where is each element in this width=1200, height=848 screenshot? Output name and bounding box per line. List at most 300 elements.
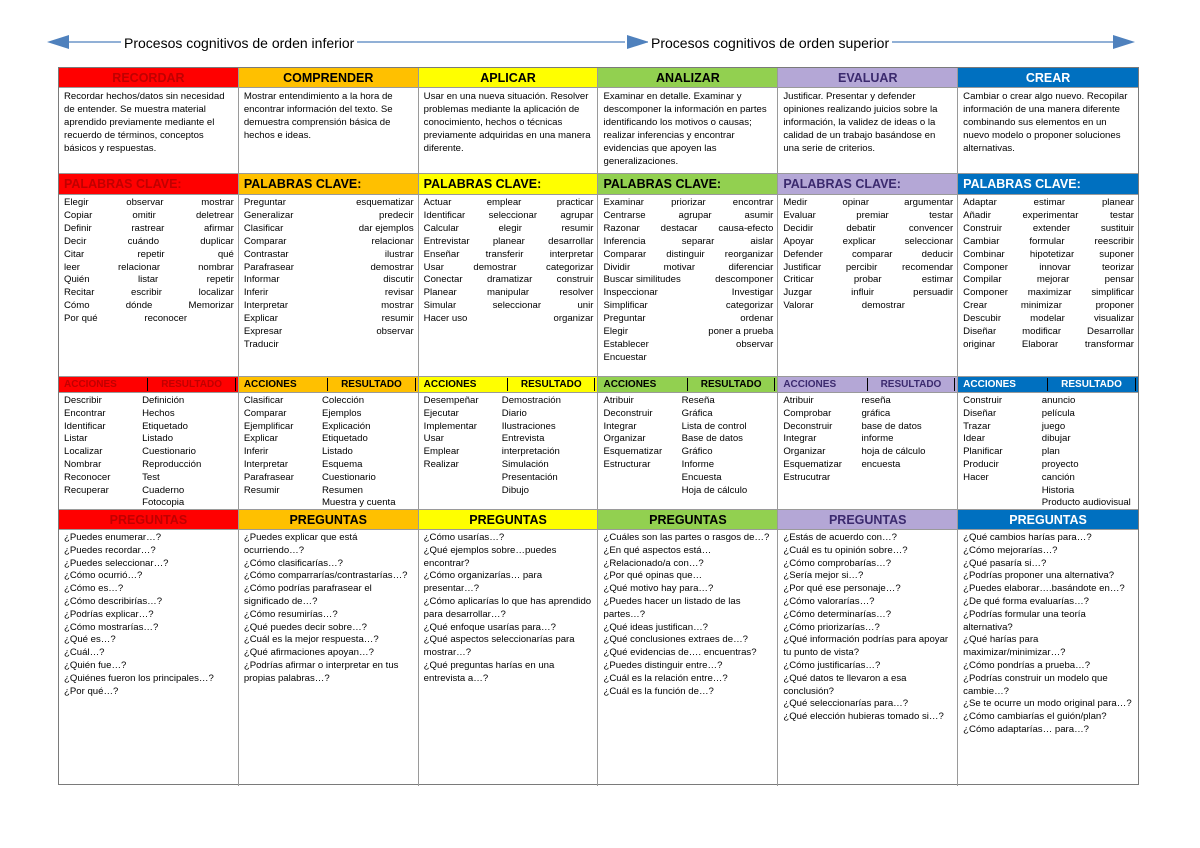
pregunta: ¿Podrías formular una teoría alternativa? (963, 608, 1086, 633)
keyword: Contrastar (243, 248, 289, 260)
pregunta: ¿Qué motivo hay para…? (603, 583, 714, 595)
keyword: comparar (851, 248, 893, 260)
accion-resultado-row (783, 459, 953, 472)
keyword: planear (1101, 197, 1134, 208)
keyword-row (963, 197, 1134, 210)
keyword: explicar (842, 235, 876, 247)
pregunta: ¿Qué aspectos seleccionarías para mostrar…? (423, 634, 575, 659)
accion: Parafrasear (243, 471, 294, 483)
pregunta: ¿De qué forma evaluarías…? (963, 595, 1089, 607)
accion: Estructurar (603, 458, 651, 470)
resultado: Producto audiovisual (1041, 497, 1131, 509)
keyword: cuándo (127, 235, 160, 247)
resultado: Ejemplos (321, 407, 362, 419)
keyword-row (424, 223, 594, 236)
keyword: Inferencia (603, 235, 646, 247)
accion: Localizar (64, 446, 103, 458)
accion-resultado-row (244, 497, 414, 510)
keyword: localizar (198, 287, 234, 299)
accion-resultado-row (783, 408, 953, 421)
keyword-row (603, 210, 773, 223)
keyword: Componer (963, 287, 1008, 299)
keyword-row (603, 223, 773, 236)
keyword: Informar (243, 274, 280, 286)
keyword: leer (64, 261, 80, 273)
keyword: Usar (423, 261, 444, 273)
acciones-list-evaluar (778, 393, 958, 510)
preguntas-list-recordar (59, 530, 239, 786)
keyword: Inspeccionar (603, 287, 658, 299)
keyword-row (64, 236, 234, 249)
keyword: opinar (842, 197, 870, 208)
keyword-row (424, 287, 594, 300)
pregunta: ¿Puedes enumerar…? (64, 532, 162, 543)
accion: Reconocer (64, 471, 111, 483)
keyword: seleccionar (492, 300, 542, 312)
keyword-row (424, 274, 594, 287)
accion-resultado-row (783, 395, 953, 408)
resultado: Test (142, 471, 160, 483)
keyword: categorizar (725, 300, 774, 312)
keyword-row (64, 274, 234, 287)
accion-resultado-row (64, 472, 234, 485)
accion-resultado-row (783, 433, 953, 446)
keyword: causa-efecto (718, 222, 774, 234)
keyword: Copiar (64, 209, 93, 221)
resultado: Listado (142, 433, 174, 445)
keyword-row (963, 300, 1134, 313)
keyword: relacionar (117, 261, 161, 273)
accion-resultado-row (64, 433, 234, 446)
keyword-row (783, 210, 953, 223)
resultado: proyecto (1041, 458, 1079, 470)
keyword: Centrarse (603, 209, 646, 221)
keyword-row (244, 223, 414, 236)
upper-order-label: Procesos cognitivos de orden superior (648, 34, 892, 52)
keyword: Preguntar (243, 197, 286, 208)
keywords-list-recordar (59, 195, 239, 377)
keyword: Dividir (603, 261, 631, 273)
keyword-row (244, 236, 414, 249)
keywords-list-analizar (598, 195, 778, 377)
keyword-row (603, 326, 773, 339)
keyword: transferir (485, 248, 524, 260)
keyword: Definir (64, 222, 92, 234)
keyword-row (244, 274, 414, 287)
resultado: Diario (501, 407, 527, 419)
resultado: reseña (861, 395, 891, 406)
keyword: Enseñar (423, 248, 460, 260)
keyword: agrupar (560, 209, 594, 221)
keyword: duplicar (200, 235, 234, 247)
resultado: Explicación (321, 420, 371, 432)
keyword: Compilar (963, 274, 1002, 286)
pregunta: ¿Cómo adaptarías… para…? (963, 723, 1089, 735)
accion-resultado-row (783, 446, 953, 459)
keyword: Decidir (783, 222, 814, 234)
keyword: priorizar (671, 197, 706, 208)
accion: Ejemplificar (243, 420, 294, 432)
keyword: Componer (963, 261, 1008, 273)
pregunta: ¿Podrías proponer una alternativa? (963, 570, 1115, 582)
level-title-comprender: COMPRENDER (239, 68, 419, 88)
accion-resultado-row (963, 459, 1134, 472)
keyword-row (64, 287, 234, 300)
accion-resultado-row (963, 395, 1134, 408)
keyword: destacar (660, 222, 698, 234)
pregunta: ¿Qué cambios harías para…? (963, 532, 1092, 543)
keyword: Explicar (243, 313, 278, 325)
pregunta: ¿Cómo aplicarías lo que has aprendido para desarrollar…? (423, 595, 592, 620)
resultado-label: RESULTADO (507, 378, 595, 391)
keyword: Descubir (963, 313, 1002, 325)
keyword: observar (376, 326, 414, 338)
keyword: Traducir (243, 338, 279, 350)
keyword: Razonar (603, 222, 640, 234)
keyword-row (963, 274, 1134, 287)
accion: Implementar (423, 420, 477, 432)
accion (424, 472, 502, 485)
keyword: Generalizar (243, 209, 294, 221)
keyword-row (783, 300, 953, 313)
resultado: Informe (681, 458, 715, 470)
keyword-row (244, 339, 414, 352)
keyword: probar (853, 274, 882, 286)
keyword: estimar (1033, 197, 1066, 208)
accion (603, 485, 681, 498)
keyword: estimar (921, 274, 954, 286)
keyword: Por qué (64, 313, 98, 325)
keyword: hipotetizar (1029, 248, 1075, 260)
pregunta: ¿Puedes seleccionar…? (64, 557, 169, 569)
keyword: visualizar (1093, 313, 1134, 325)
resultado: Demostración (501, 395, 561, 406)
accion-resultado-row (963, 497, 1134, 510)
accion: Comparar (243, 407, 287, 419)
acciones-resultado-header-evaluar (778, 377, 958, 393)
keyword-row (64, 210, 234, 223)
accion-resultado-row (783, 472, 953, 485)
keyword: unir (577, 300, 594, 312)
pregunta: ¿Cuál es la mejor respuesta…? (243, 634, 379, 646)
keyword: Quién (64, 274, 90, 286)
keyword-row (64, 300, 234, 313)
accion: Planificar (963, 446, 1003, 458)
level-title-crear: CREAR (958, 68, 1138, 88)
keyword: Preguntar (603, 313, 646, 325)
keyword: afirmar (203, 222, 234, 234)
accion-resultado-row (244, 421, 414, 434)
pregunta: ¿Cuál es la relación entre…? (603, 672, 728, 684)
accion: Idear (963, 433, 986, 445)
keyword: Expresar (243, 326, 283, 338)
keyword-row (963, 249, 1134, 262)
keyword: Defender (783, 248, 823, 260)
keyword: Elaborar (1021, 338, 1059, 350)
keyword: relacionar (371, 235, 414, 247)
keyword: encontrar (732, 197, 774, 208)
accion: Organizar (603, 433, 646, 445)
level-title-recordar: RECORDAR (59, 68, 239, 88)
keyword: Investigar (731, 287, 774, 299)
keyword: experimentar (1022, 209, 1079, 221)
resultado: Ilustraciones (501, 420, 556, 432)
keyword: reconocer (144, 313, 188, 325)
keyword-row (244, 287, 414, 300)
pregunta: ¿Sería mejor si…? (783, 570, 864, 582)
resultado: Listado (321, 446, 353, 458)
keyword: extender (1032, 222, 1071, 234)
keyword-row (244, 313, 414, 326)
keyword: aislar (750, 235, 774, 247)
pregunta: ¿Cómo determinarías…? (783, 608, 892, 620)
keyword: sustituir (1100, 222, 1134, 234)
keyword-row (244, 262, 414, 275)
accion-resultado-row (963, 421, 1134, 434)
accion: Hacer (963, 471, 989, 483)
accion-resultado-row (424, 408, 594, 421)
resultado: Etiquetado (142, 420, 188, 432)
level-title-analizar: ANALIZAR (598, 68, 778, 88)
keyword: maximizar (1027, 287, 1072, 299)
acciones-list-recordar (59, 393, 239, 510)
pregunta: ¿Qué es…? (64, 634, 116, 646)
keyword: deducir (921, 248, 954, 260)
keyword-row (603, 197, 773, 210)
acciones-list-comprender (239, 393, 419, 510)
keyword-row (64, 249, 234, 262)
accion: Interpretar (243, 458, 289, 470)
keyword-row (244, 197, 414, 210)
pregunta: ¿Cómo usarías…? (423, 532, 505, 543)
resultado: Cuaderno (142, 484, 185, 496)
lower-order-label: Procesos cognitivos de orden inferior (121, 34, 357, 52)
keyword: pensar (1104, 274, 1134, 286)
keyword-row (603, 262, 773, 275)
keyword: observar (126, 197, 164, 208)
accion-resultado-row (244, 433, 414, 446)
accion: Usar (423, 433, 444, 445)
accion: Ejecutar (423, 407, 459, 419)
keyword: Parafrasear (243, 261, 294, 273)
accion-resultado-row (963, 472, 1134, 485)
keyword: premiar (856, 209, 889, 221)
pregunta: ¿Podrías explicar…? (64, 608, 154, 620)
resultado: gráfica (861, 407, 891, 419)
accion-resultado-row (64, 485, 234, 498)
pregunta: ¿Cómo comprobarías…? (783, 557, 892, 569)
cognitive-process-arrows (45, 30, 1135, 58)
keywords-list-evaluar (778, 195, 958, 377)
keyword: ilustrar (384, 248, 414, 260)
resultado: Fotocopia (142, 497, 185, 509)
keyword: influir (851, 287, 875, 299)
keyword: Memorizar (188, 300, 234, 312)
preguntas-list-aplicar (419, 530, 599, 786)
pregunta: ¿Cuáles son las partes o rasgos de…? (603, 532, 770, 543)
level-description-aplicar: Usar en una nueva situación. Resolver problemas mediante la aplicación de conocimiento, hechos o técnicas previamente adquiridas en una manera diferente. (419, 88, 599, 174)
resultado: hoja de cálculo (861, 446, 926, 458)
keyword: predecir (378, 209, 414, 221)
resultado: base de datos (861, 420, 922, 432)
acciones-label: ACCIONES (243, 379, 297, 390)
resultado: Cuestionario (142, 446, 196, 458)
keyword: organizar (553, 313, 594, 325)
resultado-label: RESULTADO (327, 378, 415, 391)
pregunta: ¿Qué pasaría si…? (963, 557, 1047, 569)
keyword: categorizar (546, 261, 594, 273)
accion-resultado-row (963, 446, 1134, 459)
pregunta: ¿Cómo priorizarías…? (783, 621, 880, 633)
pregunta: ¿Cómo mostrarías…? (64, 621, 159, 633)
resultado: Esquema (321, 458, 363, 470)
keyword: suponer (1099, 248, 1134, 260)
keyword: Calcular (423, 222, 459, 234)
resultado: canción (1041, 471, 1075, 483)
pregunta: ¿Se te ocurre un modo original para…? (963, 698, 1132, 710)
keywords-title-crear: PALABRAS CLAVE: (958, 174, 1138, 195)
pregunta: ¿Qué seleccionarías para…? (783, 698, 909, 710)
pregunta: ¿Cuál…? (64, 647, 105, 659)
keyword: Citar (64, 248, 85, 260)
keyword-row (424, 249, 594, 262)
accion-resultado-row (603, 485, 773, 498)
accion: Listar (64, 433, 88, 445)
keyword: deletrear (195, 209, 234, 221)
accion: Deconstruir (603, 407, 653, 419)
accion-resultado-row (64, 408, 234, 421)
keyword: Adaptar (963, 197, 997, 208)
preguntas-list-crear (958, 530, 1138, 786)
pregunta: ¿Puedes explicar que está ocurriendo…? (243, 532, 358, 556)
keyword-row (424, 300, 594, 313)
keyword: Criticar (783, 274, 814, 286)
resultado: Reseña (681, 395, 715, 406)
accion: Realizar (423, 458, 459, 470)
keyword: resumir (561, 222, 594, 234)
pregunta: ¿Podrías afirmar o interpretar en tus propias palabras…? (243, 659, 399, 684)
accion (244, 497, 322, 510)
keyword: recomendar (901, 261, 954, 273)
keywords-title-analizar: PALABRAS CLAVE: (598, 174, 778, 195)
accion (64, 497, 142, 510)
pregunta: ¿Qué afirmaciones apoyan…? (243, 647, 374, 659)
resultado: Entrevista (501, 433, 545, 445)
pregunta: ¿Puedes hacer un listado de las partes…? (603, 595, 741, 620)
accion-resultado-row (963, 433, 1134, 446)
acciones-list-aplicar (419, 393, 599, 510)
keyword-row (64, 313, 234, 326)
resultado: Base de datos (681, 433, 743, 445)
accion-resultado-row (64, 395, 234, 408)
keywords-list-crear (958, 195, 1138, 377)
keyword-row (64, 197, 234, 210)
keyword: Identificar (423, 209, 466, 221)
accion-resultado-row (963, 485, 1134, 498)
keyword: mostrar (381, 300, 414, 312)
keywords-title-comprender: PALABRAS CLAVE: (239, 174, 419, 195)
pregunta: ¿Cómo mejorarías…? (963, 544, 1058, 556)
keyword-row (963, 262, 1134, 275)
accion: Emplear (423, 446, 460, 458)
resultado: Reproducción (142, 458, 202, 470)
keyword-row (603, 236, 773, 249)
keyword: resumir (381, 313, 414, 325)
keyword: manipular (486, 287, 530, 299)
keyword: Crear (963, 300, 988, 312)
pregunta: ¿Cómo clasificarías…? (243, 557, 343, 569)
keyword: Comparar (603, 248, 647, 260)
pregunta: ¿Estás de acuerdo con…? (783, 532, 897, 543)
keyword: revisar (384, 287, 414, 299)
pregunta: ¿Por qué…? (64, 685, 119, 697)
keyword: planear (492, 235, 525, 247)
keyword-row (963, 326, 1134, 339)
keyword-row (424, 236, 594, 249)
pregunta: ¿En qué aspectos está… (603, 544, 712, 556)
resultado: Lista de control (681, 420, 747, 432)
resultado: encuesta (861, 458, 901, 470)
keyword: Interpretar (243, 300, 289, 312)
keyword: discutir (383, 274, 414, 286)
keyword: Encuestar (603, 351, 647, 363)
keyword: originar (963, 338, 996, 350)
keyword-row (783, 287, 953, 300)
acciones-label: ACCIONES (64, 379, 117, 390)
resultado: Gráfica (681, 407, 713, 419)
keyword-row (783, 262, 953, 275)
pregunta: ¿Qué preguntas harías en una entrevista a…? (423, 659, 555, 684)
keyword: dramatizar (486, 274, 533, 286)
keyword: Apoyar (783, 235, 814, 247)
accion-resultado-row (603, 472, 773, 485)
acciones-list-crear (958, 393, 1138, 510)
keyword: Actuar (423, 197, 452, 208)
resultado: Dibujo (501, 484, 529, 496)
keyword: convencer (908, 222, 954, 234)
pregunta: ¿Qué información podrías para apoyar tu punto de vista? (783, 634, 949, 659)
accion-resultado-row (783, 421, 953, 434)
accion: Clasificar (243, 395, 284, 406)
keyword: innovar (1039, 261, 1071, 273)
keyword: Juzgar (783, 287, 813, 299)
pregunta: ¿Quiénes fueron los principales…? (64, 672, 214, 684)
resultado-label: RESULTADO (147, 378, 235, 391)
pregunta: ¿Por qué ese personaje…? (783, 583, 901, 595)
keyword: debatir (846, 222, 876, 234)
keyword: emplear (486, 197, 522, 208)
accion-resultado-row (603, 433, 773, 446)
accion (963, 485, 1042, 498)
preguntas-title-aplicar: PREGUNTAS (419, 510, 599, 530)
resultado: juego (1041, 420, 1066, 432)
keyword: observar (736, 338, 774, 350)
preguntas-title-comprender: PREGUNTAS (239, 510, 419, 530)
keyword: desarrollar (548, 235, 594, 247)
accion: Atribuir (783, 395, 814, 406)
keyword: transformar (1084, 338, 1134, 350)
acciones-resultado-header-recordar (59, 377, 239, 393)
pregunta: ¿Cómo describirías…? (64, 595, 163, 607)
resultado: Historia (1041, 484, 1075, 496)
pregunta: ¿Puedes elaborar….basándote en…? (963, 583, 1125, 595)
resultado: Definición (142, 395, 185, 406)
resultado: Hechos (142, 407, 175, 419)
keyword: dar ejemplos (358, 222, 414, 234)
pregunta: ¿Cómo comparrarías/contrastarías…? (243, 570, 408, 582)
keyword-row (424, 262, 594, 275)
keyword: omitir (132, 209, 156, 221)
